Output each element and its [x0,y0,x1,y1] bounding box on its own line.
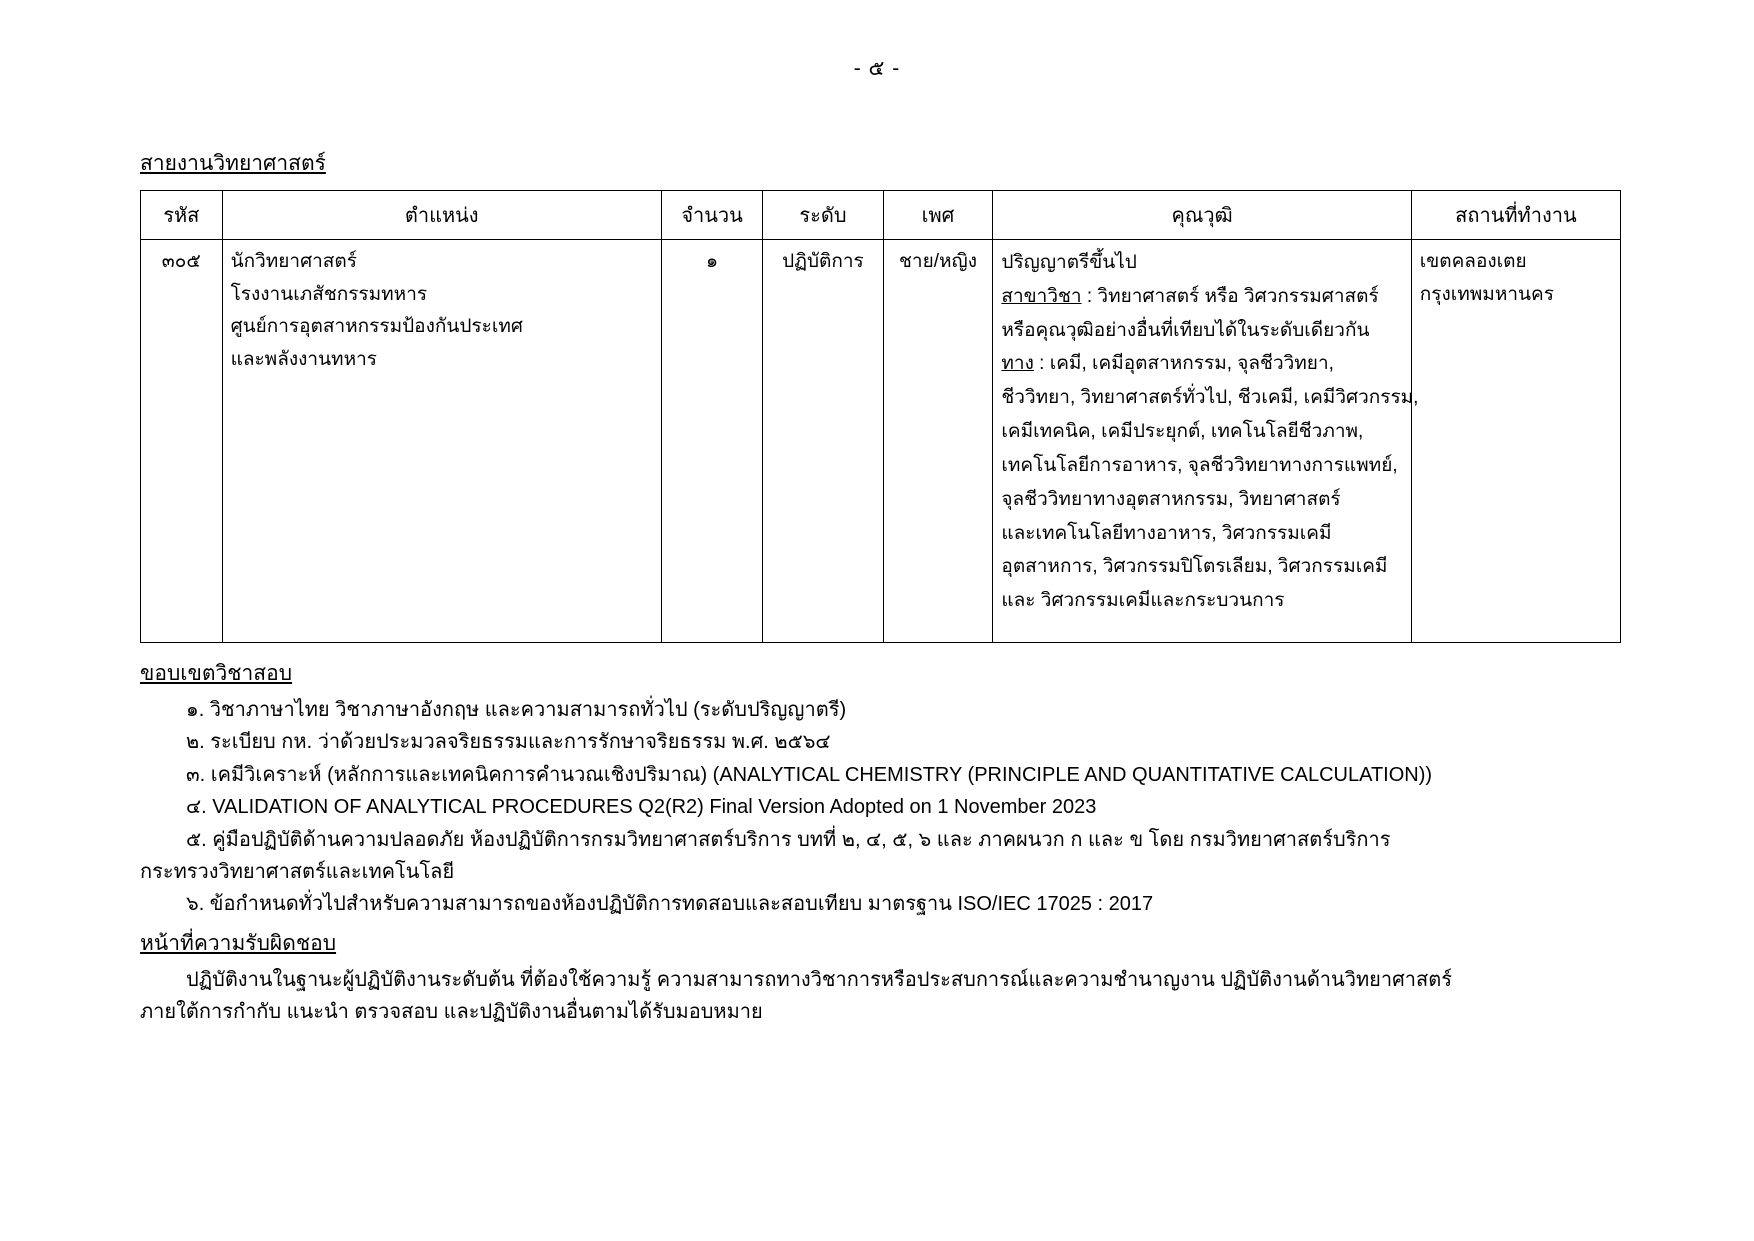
table-header-row [141,191,1621,240]
cell-qualification [993,240,1419,643]
list-item: ๖. ข้อกำหนดทั่วไปสำหรับความสามารถของห้องปฏิบัติการทดสอบและสอบเทียบ มาตรฐาน ISO/IEC 17025 : 2017 [186,893,1154,916]
column-header-level: ระดับ [763,191,883,240]
table-row [141,240,1621,643]
qualification-line-4: ทาง : เคมี, เคมีอุตสาหกรรม, จุลชีววิทยา, [1001,353,1334,375]
qualification-line-8: จุลชีววิทยาทางอุตสาหกรรม, วิทยาศาสตร์ [1001,488,1341,510]
responsibility-line-1: ปฏิบัติงานในฐานะผู้ปฏิบัติงานระดับต้น ที่ต้องใช้ความรู้ ความสามารถทางวิชาการหรือประสบการณ์และความชำนาญงาน ปฏิบัติงานด้านวิทยาศาสตร์ [186,968,1452,991]
qualification-line-7: เทคโนโลยีการอาหาร, จุลชีววิทยาทางการแพทย์, [1001,454,1398,476]
page-content [0,147,1754,1029]
column-header-qualification: คุณวุฒิ [993,191,1411,240]
responsibility-paragraph [140,964,1624,1029]
workplace-line-1: เขตคลองเตย [1419,251,1527,272]
position-line-1: นักวิทยาศาสตร์ [230,251,357,272]
qualification-line-2: สาขาวิชา : วิทยาศาสตร์ หรือ วิศวกรรมศาสตร์ [1001,285,1379,307]
exam-scope-list [140,694,1624,921]
cell-level: ปฏิบัติการ [763,240,883,643]
column-header-code: รหัส [141,191,223,240]
list-item: ๒. ระเบียบ กห. ว่าด้วยประมวลจริยธรรมและการรักษาจริยธรรม พ.ศ. ๒๕๖๔ [186,731,831,754]
position-line-3: ศูนย์การอุตสาหกรรมป้องกันประเทศ [230,316,523,338]
column-header-amount: จำนวน [661,191,762,240]
responsibility-line-2: ภายใต้การกำกับ แนะนำ ตรวจสอบ และปฏิบัติงานอื่นตามได้รับมอบหมาย [140,1001,763,1024]
column-header-sex: เพศ [883,191,993,240]
column-header-workplace: สถานที่ทำงาน [1411,191,1620,240]
qualification-line-6: เคมีเทคนิค, เคมีประยุกต์, เทคโนโลยีชีวภาพ, [1001,421,1364,443]
page-number: - ๕ - [853,57,901,80]
section-heading: สายงานวิทยาศาสตร์ [140,152,326,175]
cell-sex: ชาย/หญิง [883,240,993,643]
column-header-position: ตำแหน่ง [222,191,661,240]
qualification-line-5: ชีววิทยา, วิทยาศาสตร์ทั่วไป, ชีวเคมี, เคมีวิศวกรรม, [1001,387,1419,409]
list-item: ๕. คู่มือปฏิบัติด้านความปลอดภัย ห้องปฏิบัติการกรมวิทยาศาสตร์บริการ บทที่ ๒, ๔, ๕, ๖ และ ภาคผนวก ก และ ข โดย กรมวิทยาศาสตร์บริการ [186,828,1391,851]
responsibility-heading: หน้าที่ความรับผิดชอบ [140,931,337,955]
qualification-line-3: หรือคุณวุฒิอย่างอื่นที่เทียบได้ในระดับเดียวกัน [1001,319,1370,341]
cell-amount: ๑ [661,240,762,643]
list-item-continuation: กระทรวงวิทยาศาสตร์และเทคโนโลยี [140,860,455,883]
workplace-line-2: กรุงเทพมหานคร [1419,283,1554,305]
qualification-line-11: และ วิศวกรรมเคมีและกระบวนการ [1001,590,1285,612]
list-item: ๓. เคมีวิเคราะห์ (หลักการและเทคนิคการคำนวณเชิงปริมาณ) (ANALYTICAL CHEMISTRY (PRINCIPLE AND QUANTITATIVE CALCULATION)) [186,763,1433,786]
cell-position [222,240,661,643]
qualification-line-9: และเทคโนโลยีทางอาหาร, วิศวกรรมเคมี [1001,522,1332,544]
list-item: ๔. VALIDATION OF ANALYTICAL PROCEDURES Q2(R2) Final Version Adopted on 1 November 2023 [186,796,1097,819]
cell-code: ๓๐๕ [141,240,223,643]
exam-scope-heading: ขอบเขตวิชาสอบ [140,662,293,685]
qualification-line-10: อุตสาหการ, วิศวกรรมปิโตรเลียม, วิศวกรรมเคมี [1001,556,1388,578]
position-line-2: โรงงานเภสัชกรรมทหาร [230,283,428,305]
qualification-line-1: ปริญญาตรีขึ้นไป [1001,252,1137,273]
position-line-4: และพลังงานทหาร [230,349,377,371]
list-item: ๑. วิชาภาษาไทย วิชาภาษาอังกฤษ และความสามารถทั่วไป (ระดับปริญญาตรี) [186,699,847,721]
cell-workplace [1411,240,1620,643]
job-positions-table [140,190,1621,643]
